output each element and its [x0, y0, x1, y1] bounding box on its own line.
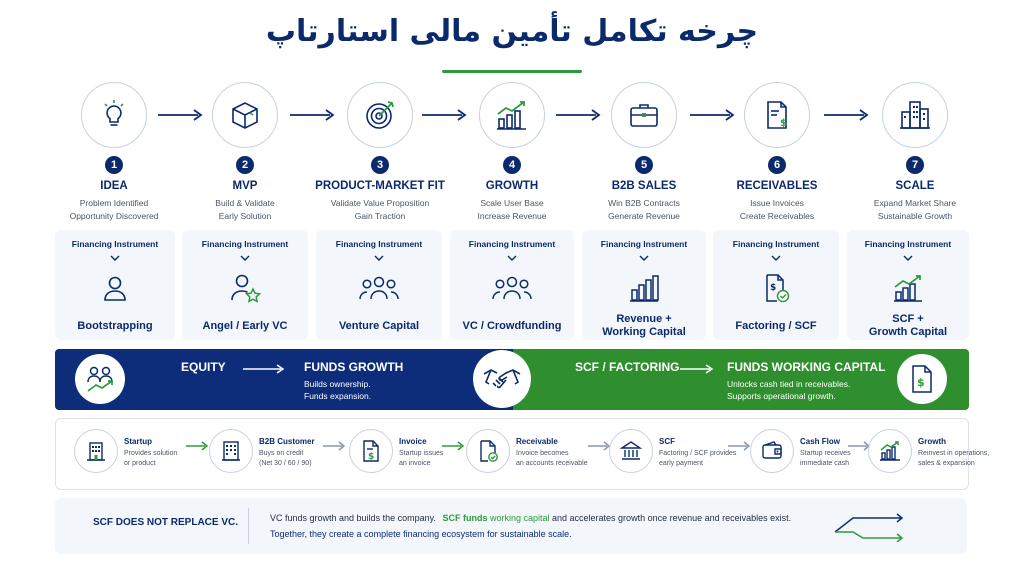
chevron-down-icon: [239, 252, 251, 264]
funds-growth-sub: Funds expansion.: [304, 391, 372, 401]
chevron-down-icon: [638, 252, 650, 264]
divider: [248, 508, 249, 544]
stage-line: Scale User Base: [480, 198, 544, 208]
financing-card-revenue-working-capital: [582, 230, 706, 340]
stage-b2b-sales: [574, 82, 714, 223]
briefcase-icon: [611, 82, 677, 148]
arrow-right-icon: [243, 363, 287, 375]
bar-chart-icon: [582, 271, 706, 305]
financing-card-vc-crowdfunding: [450, 230, 574, 340]
people-growth-icon: [75, 354, 125, 404]
stage-mvp: [175, 82, 315, 223]
invoice-icon: [349, 429, 393, 473]
stage-line: Validate Value Proposition: [330, 198, 430, 208]
box-icon: [212, 82, 278, 148]
receivables-flow: [55, 418, 990, 490]
flow-step-desc: early payment: [659, 460, 703, 467]
chevron-down-icon: [373, 252, 385, 264]
arrow-right-icon: [158, 108, 204, 122]
stage-line: Win B2B Contracts: [608, 198, 680, 208]
arrow-right-icon: [556, 108, 602, 122]
flow-step-desc: Buys on credit: [259, 450, 304, 457]
flow-step-desc: an invoice: [399, 460, 431, 467]
crowd-icon: [450, 271, 574, 305]
stage-line: Increase Revenue: [477, 211, 547, 221]
lightbulb-icon: [81, 82, 147, 148]
person-icon: [55, 271, 175, 305]
note-text: VC funds growth and builds the company.: [270, 513, 436, 523]
stage-line: Generate Revenue: [608, 211, 680, 221]
chevron-down-icon: [109, 252, 121, 264]
financing-label: Financing Instrument: [201, 239, 289, 249]
flow-step-title: Startup: [124, 437, 152, 446]
svg-text:$: $: [780, 118, 787, 129]
stage-number: 4: [503, 156, 521, 174]
stage-number: 7: [906, 156, 924, 174]
flow-step-desc: Startup receives: [800, 450, 851, 457]
note-headline: SCF DOES NOT REPLACE VC.: [93, 517, 239, 528]
wallet-icon: [750, 429, 794, 473]
financing-name: SCF +: [892, 313, 924, 325]
flow-step-title: Invoice: [399, 437, 427, 446]
financing-name: VC / Crowdfunding: [462, 319, 562, 332]
stage-receivables: [707, 82, 847, 223]
stage-line: Early Solution: [218, 211, 272, 221]
flow-step-title: Receivable: [516, 437, 558, 446]
svg-text:$: $: [368, 452, 375, 462]
financing-name: Angel / Early VC: [202, 319, 288, 332]
flow-step-title: Growth: [918, 437, 946, 446]
stage-line: Issue Invoices: [750, 198, 804, 208]
arrow-right-icon: [824, 108, 870, 122]
funding-band: [55, 349, 969, 410]
flow-step-desc: sales & expansion: [918, 460, 975, 467]
financing-name-line2: Working Capital: [602, 326, 686, 338]
flow-step-desc: Invoice becomes: [516, 450, 569, 457]
financing-label: Financing Instrument: [732, 239, 820, 249]
title-underline: [442, 70, 582, 73]
building-icon: [74, 429, 118, 473]
group-icon: [316, 271, 442, 305]
growth-chart-icon: [479, 82, 545, 148]
stage-idea: [44, 82, 184, 223]
flow-step-desc: or product: [124, 460, 156, 467]
financing-label: Financing Instrument: [71, 239, 159, 249]
arrow-right-icon: [690, 108, 736, 122]
page-title: چرخه تکامل تأمین مالی استارتاپ: [265, 14, 759, 49]
arrow-right-icon: [680, 363, 716, 375]
funds-working-capital-sub: Unlocks cash tied in receivables.: [727, 379, 851, 389]
financing-card-angel: [182, 230, 308, 340]
stage-number: 2: [236, 156, 254, 174]
invoice-icon: [897, 354, 947, 404]
flow-step-desc: Startup issues: [399, 450, 444, 457]
stage-line: Build & Validate: [215, 198, 275, 208]
flow-step-desc: Factoring / SCF provides: [659, 450, 737, 457]
chevron-down-icon: [902, 252, 914, 264]
stage-product-market-fit: [310, 82, 450, 223]
arrow-right-icon: [422, 108, 468, 122]
document-check-icon: [713, 271, 839, 305]
summary-note: [55, 498, 967, 554]
funds-growth-sub: Builds ownership.: [304, 379, 371, 389]
equity-label: EQUITY: [181, 360, 226, 374]
stage-number: 6: [768, 156, 786, 174]
financing-card-factoring-scf: [713, 230, 839, 340]
stage-title: MVP: [232, 180, 258, 192]
stage-line: Problem Identified: [79, 198, 149, 208]
handshake-icon: [473, 350, 531, 408]
svg-text:$: $: [770, 283, 777, 293]
buildings-icon: [882, 82, 948, 148]
financing-name: Venture Capital: [338, 319, 420, 332]
stage-line: Opportunity Discovered: [69, 211, 159, 221]
note-text-highlight: working capital: [489, 513, 550, 523]
stage-scale: [845, 82, 985, 223]
office-icon: [209, 429, 253, 473]
chevron-down-icon: [770, 252, 782, 264]
flow-step-title: B2B Customer: [259, 437, 315, 446]
financing-card-venture-capital: [316, 230, 442, 340]
financing-name: Revenue +: [616, 313, 672, 325]
stage-number: 5: [635, 156, 653, 174]
invoice-icon: [744, 82, 810, 148]
stage-title: SCALE: [895, 180, 935, 192]
stage-line: Create Receivables: [739, 211, 815, 221]
financing-label: Financing Instrument: [468, 239, 556, 249]
stage-line: Gain Traction: [354, 211, 406, 221]
stage-line: Expand Market Share: [873, 198, 957, 208]
flow-step-desc: Provides solution: [124, 450, 178, 457]
financing-name: Bootstrapping: [77, 319, 153, 332]
arrow-right-icon: [442, 441, 466, 451]
arrow-right-icon: [290, 108, 336, 122]
stage-line: Sustainable Growth: [877, 211, 953, 221]
growth-chart-icon: [847, 271, 969, 305]
stage-title: PRODUCT-MARKET FIT: [315, 180, 445, 192]
scf-label: SCF / FACTORING: [575, 360, 680, 374]
flow-step-desc: immediate cash: [800, 460, 850, 467]
chevron-down-icon: [506, 252, 518, 264]
bank-icon: [609, 429, 653, 473]
financing-label: Financing Instrument: [864, 239, 952, 249]
note-text: and accelerates growth once revenue and receivables exist.: [552, 513, 792, 523]
funds-working-capital-sub: Supports operational growth.: [727, 391, 836, 401]
financing-name-line2: Growth Capital: [868, 326, 948, 338]
arrow-right-icon: [323, 441, 347, 451]
note-line-2: Together, they create a complete financing ecosystem for sustainable scale.: [270, 529, 572, 539]
person-star-icon: [182, 271, 308, 305]
financing-label: Financing Instrument: [600, 239, 688, 249]
arrow-right-icon: [186, 441, 210, 451]
growth-chart-icon: [868, 429, 912, 473]
financing-name: Factoring / SCF: [735, 319, 817, 332]
stage-title: B2B SALES: [611, 180, 677, 192]
flow-step-desc: an accounts receivable: [516, 460, 588, 467]
stage-number: 3: [371, 156, 389, 174]
note-text-highlight: SCF funds: [442, 513, 488, 523]
financing-label: Financing Instrument: [335, 239, 423, 249]
funds-growth-label: FUNDS GROWTH: [304, 360, 404, 374]
financing-card-scf-growth: [847, 230, 969, 340]
svg-text:$: $: [917, 376, 925, 389]
stage-title: GROWTH: [485, 180, 539, 192]
double-arrow-icon: [833, 512, 905, 542]
stage-growth: [442, 82, 582, 223]
stage-number: 1: [105, 156, 123, 174]
note-line-1: [270, 513, 791, 523]
flow-step-desc: Reinvest in operations,: [918, 450, 990, 457]
flow-step-title: Cash Flow: [800, 437, 841, 446]
stage-title: RECEIVABLES: [736, 180, 818, 192]
document-check-icon: [466, 429, 510, 473]
flow-step-desc: (Net 30 / 60 / 90): [259, 460, 312, 467]
flow-step-title: SCF: [659, 437, 675, 446]
arrow-right-icon: [728, 441, 752, 451]
stage-title: IDEA: [100, 180, 128, 192]
funds-working-capital-label: FUNDS WORKING CAPITAL: [727, 360, 886, 374]
target-icon: [347, 82, 413, 148]
financing-card-bootstrapping: [55, 230, 175, 340]
